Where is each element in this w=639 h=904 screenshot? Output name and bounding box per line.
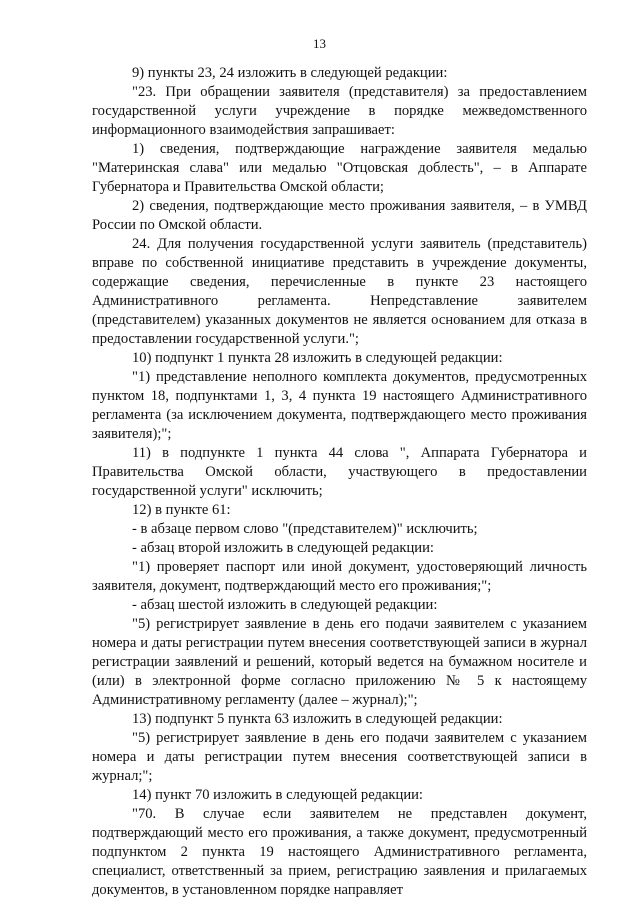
paragraph: 9) пункты 23, 24 изложить в следующей редакции:: [132, 65, 448, 81]
paragraph: 11) в подпункте 1 пункта 44 слова ", Аппарата Губернатора и Правительства Омской области, участвующего в предоставлении государственной услуги" исключить;: [92, 445, 587, 499]
paragraph: - абзац второй изложить в следующей редакции:: [132, 540, 434, 556]
paragraph: 14) пункт 70 изложить в следующей редакции:: [132, 787, 423, 803]
paragraph: 1) сведения, подтверждающие награждение заявителя медалью "Материнская слава" или медалью "Отцовская доблесть", – в Аппарате Губернатора и Правительства Омской области;: [92, 141, 587, 195]
paragraph: 10) подпункт 1 пункта 28 изложить в следующей редакции:: [132, 350, 503, 366]
paragraph: - абзац шестой изложить в следующей редакции:: [132, 597, 438, 613]
paragraph: 13) подпункт 5 пункта 63 изложить в следующей редакции:: [132, 711, 503, 727]
paragraph: - в абзаце первом слово "(представителем)" исключить;: [132, 521, 478, 537]
paragraph: "1) представление неполного комплекта документов, предусмотренных пунктом 18, подпунктами 1, 3, 4 пункта 19 настоящего Административного регламента (за исключением документа, подтверждающего место проживания заявителя);";: [92, 369, 587, 442]
paragraph: "23. При обращении заявителя (представителя) за предоставлением государственной услуги учреждение в порядке межведомственного информационного взаимодействия запрашивает:: [92, 84, 587, 138]
paragraph: "70. В случае если заявителем не представлен документ, подтверждающий место его проживания, а также документ, предусмотренный подпунктом 2 пункта 19 настоящего Административного регламента, специалист, ответственный за прием, регистрацию заявления и прилагаемых документов, в установленном порядке направляет: [92, 806, 587, 898]
paragraph: 24. Для получения государственной услуги заявитель (представитель) вправе по собственной инициативе представить в учреждение документы, содержащие сведения, перечисленные в пункте 23 настоящего Административного регламента. Непредставление заявителем (представителем) указанных документов не является основанием для отказа в предоставлении государственной услуги.";: [92, 236, 587, 347]
paragraph: 12) в пункте 61:: [132, 502, 231, 518]
page-number: 13: [313, 36, 326, 51]
document-body: [92, 64, 587, 900]
paragraph: "5) регистрирует заявление в день его подачи заявителем с указанием номера и даты регистрации путем внесения соответствующей записи в журнал;";: [92, 730, 587, 784]
paragraph: "5) регистрирует заявление в день его подачи заявителем с указанием номера и даты регистрации путем внесения соответствующей записи в журнал регистрации заявлений и решений, который ведется на бумажном носителе и (или) в электронной форме согласно приложению № 5 к настоящему Административному регламенту (далее – журнал);";: [92, 616, 587, 708]
paragraph: 2) сведения, подтверждающие место проживания заявителя, – в УМВД России по Омской области.: [92, 198, 587, 233]
paragraph: "1) проверяет паспорт или иной документ, удостоверяющий личность заявителя, документ, подтверждающий место его проживания;";: [92, 559, 587, 594]
